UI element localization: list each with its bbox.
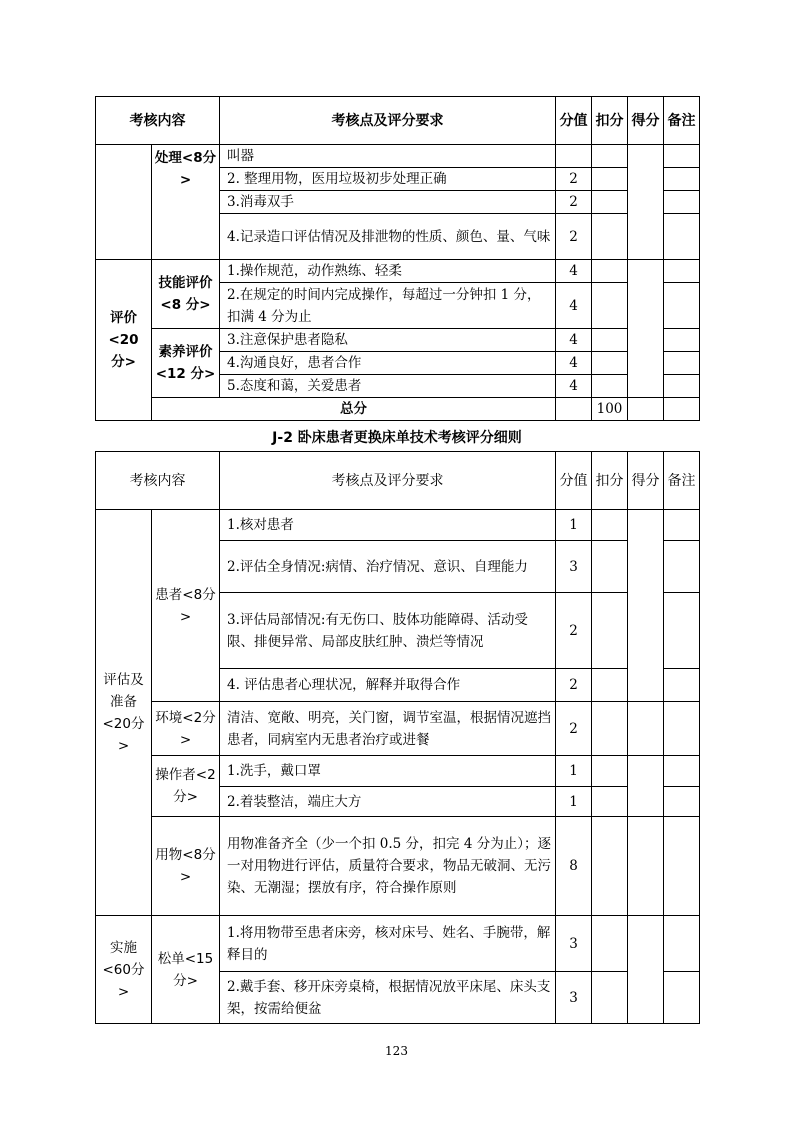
header-score: 得分 xyxy=(628,452,664,510)
operator-value: 1 xyxy=(556,787,592,817)
deduct-cell xyxy=(592,283,628,329)
skill-item: 1.操作规范，动作熟练、轻柔 xyxy=(220,260,556,283)
handling-item: 2. 整理用物，医用垃圾初步处理正确 xyxy=(220,168,556,191)
deduct-cell xyxy=(592,787,628,817)
deduct-cell xyxy=(592,214,628,260)
quality-item: 3.注意保护患者隐私 xyxy=(220,329,556,352)
remark-cell xyxy=(664,593,700,669)
quality-item: 4.沟通良好，患者合作 xyxy=(220,352,556,375)
header-points: 考核点及评分要求 xyxy=(220,452,556,510)
header-remark: 备注 xyxy=(664,97,700,145)
deduct-cell xyxy=(592,756,628,787)
implement-label: 实施<60分> xyxy=(96,916,152,1024)
deduct-cell xyxy=(592,972,628,1024)
patient-value: 2 xyxy=(556,593,592,669)
deduct-cell xyxy=(592,352,628,375)
remark-cell xyxy=(664,817,700,916)
handling-label: 处理<8分> xyxy=(152,145,220,260)
environment-label: 环境<2分> xyxy=(152,702,220,756)
quality-eval-label: 素养评价<12 分> xyxy=(152,329,220,398)
deduct-cell xyxy=(592,260,628,283)
header-value: 分值 xyxy=(556,452,592,510)
score-cell xyxy=(628,756,664,817)
deduct-cell xyxy=(592,510,628,541)
deduct-cell xyxy=(592,375,628,398)
header-remark: 备注 xyxy=(664,452,700,510)
supplies-item: 用物准备齐全（少一个扣 0.5 分，扣完 4 分为止）；逐一对用物进行评估，质量符合要求，物品无破洞、无污染、无潮湿；摆放有序，符合操作原则 xyxy=(220,817,556,916)
remark-cell xyxy=(664,787,700,817)
scoring-table-continued xyxy=(95,96,700,421)
patient-value: 3 xyxy=(556,541,592,593)
handling-item: 叫器 xyxy=(220,145,556,168)
header-score: 得分 xyxy=(628,97,664,145)
remark-cell xyxy=(664,260,700,283)
remark-cell xyxy=(664,329,700,352)
handling-value: 2 xyxy=(556,191,592,214)
table-row xyxy=(96,756,700,787)
header-content: 考核内容 xyxy=(96,97,220,145)
operator-item: 1.洗手，戴口罩 xyxy=(220,756,556,787)
loosen-value: 3 xyxy=(556,916,592,972)
supplies-value: 8 xyxy=(556,817,592,916)
remark-cell xyxy=(664,375,700,398)
handling-item: 3.消毒双手 xyxy=(220,191,556,214)
remark-cell xyxy=(664,972,700,1024)
remark-cell xyxy=(664,510,700,541)
score-cell xyxy=(628,145,664,260)
evaluation-label: 评价<20 分> xyxy=(96,260,152,421)
deduct-cell xyxy=(592,916,628,972)
prep-label: 评估及准备<20分> xyxy=(96,510,152,916)
table-row xyxy=(96,145,700,168)
table-row xyxy=(96,260,700,283)
quality-value: 4 xyxy=(556,329,592,352)
header-row xyxy=(96,97,700,145)
operator-label: 操作者<2分> xyxy=(152,756,220,817)
header-content: 考核内容 xyxy=(96,452,220,510)
handling-value: 2 xyxy=(556,168,592,191)
skill-eval-label: 技能评价<8 分> xyxy=(152,260,220,329)
deduct-cell xyxy=(592,593,628,669)
skill-value: 4 xyxy=(556,283,592,329)
total-blank xyxy=(556,398,592,421)
patient-item: 3.评估局部情况:有无伤口、肢体功能障碍、活动受限、排便异常、局部皮肤红肿、溃烂等情况 xyxy=(220,593,556,669)
loosen-value: 3 xyxy=(556,972,592,1024)
patient-item: 2.评估全身情况:病情、治疗情况、意识、自理能力 xyxy=(220,541,556,593)
deduct-cell xyxy=(592,329,628,352)
deduct-cell xyxy=(592,817,628,916)
loosen-item: 1.将用物带至患者床旁，核对床号、姓名、手腕带，解释目的 xyxy=(220,916,556,972)
deduct-cell xyxy=(592,145,628,168)
quality-item: 5.态度和蔼，关爱患者 xyxy=(220,375,556,398)
patient-value: 2 xyxy=(556,669,592,702)
patient-label: 患者<8分> xyxy=(152,510,220,702)
total-row xyxy=(96,398,700,421)
table-row xyxy=(96,329,700,352)
supplies-label: 用物<8分> xyxy=(152,817,220,916)
remark-cell xyxy=(664,702,700,756)
deduct-cell xyxy=(592,541,628,593)
environment-item: 清洁、宽敞、明亮，关门窗，调节室温，根据情况遮挡患者，同病室内无患者治疗或进餐 xyxy=(220,702,556,756)
quality-value: 4 xyxy=(556,375,592,398)
environment-value: 2 xyxy=(556,702,592,756)
loosen-label: 松单<15分> xyxy=(152,916,220,1024)
patient-item: 1.核对患者 xyxy=(220,510,556,541)
remark-cell xyxy=(664,168,700,191)
remark-cell xyxy=(664,756,700,787)
remark-cell xyxy=(664,283,700,329)
handling-value xyxy=(556,145,592,168)
operator-item: 2.着装整洁，端庄大方 xyxy=(220,787,556,817)
patient-value: 1 xyxy=(556,510,592,541)
blank-cell xyxy=(96,145,152,260)
deduct-cell xyxy=(592,669,628,702)
table-row xyxy=(96,817,700,916)
loosen-item: 2.戴手套、移开床旁桌椅，根据情况放平床尾、床头支架，按需给便盆 xyxy=(220,972,556,1024)
quality-value: 4 xyxy=(556,352,592,375)
header-deduct: 扣分 xyxy=(592,452,628,510)
skill-value: 4 xyxy=(556,260,592,283)
total-value: 100 xyxy=(592,398,628,421)
score-cell xyxy=(628,817,664,916)
total-label: 总分 xyxy=(152,398,556,421)
deduct-cell xyxy=(592,191,628,214)
remark-cell xyxy=(664,145,700,168)
score-cell xyxy=(664,398,700,421)
remark-cell xyxy=(664,214,700,260)
table-row xyxy=(96,916,700,972)
handling-item: 4.记录造口评估情况及排泄物的性质、颜色、量、气味 xyxy=(220,214,556,260)
patient-item: 4. 评估患者心理状况，解释并取得合作 xyxy=(220,669,556,702)
deduct-cell xyxy=(592,702,628,756)
header-points: 考核点及评分要求 xyxy=(220,97,556,145)
table-row xyxy=(96,510,700,541)
remark-cell xyxy=(664,669,700,702)
remark-cell xyxy=(664,916,700,972)
handling-value: 2 xyxy=(556,214,592,260)
deduct-cell xyxy=(592,168,628,191)
remark-cell xyxy=(664,352,700,375)
table-row xyxy=(96,702,700,756)
bed-change-scoring-table xyxy=(95,451,700,1024)
table-caption: J-2 卧床患者更换床单技术考核评分细则 xyxy=(272,430,522,446)
remark-cell xyxy=(664,191,700,214)
score-cell xyxy=(628,510,664,702)
score-cell xyxy=(628,260,664,398)
score-cell xyxy=(628,916,664,1024)
header-value: 分值 xyxy=(556,97,592,145)
operator-value: 1 xyxy=(556,756,592,787)
remark-cell xyxy=(664,541,700,593)
skill-item: 2.在规定的时间内完成操作，每超过一分钟扣 1 分，扣满 4 分为止 xyxy=(220,283,556,329)
header-deduct: 扣分 xyxy=(592,97,628,145)
header-row xyxy=(96,452,700,510)
page-number: 123 xyxy=(385,1044,408,1058)
deduct-cell xyxy=(628,398,664,421)
score-cell xyxy=(628,702,664,756)
